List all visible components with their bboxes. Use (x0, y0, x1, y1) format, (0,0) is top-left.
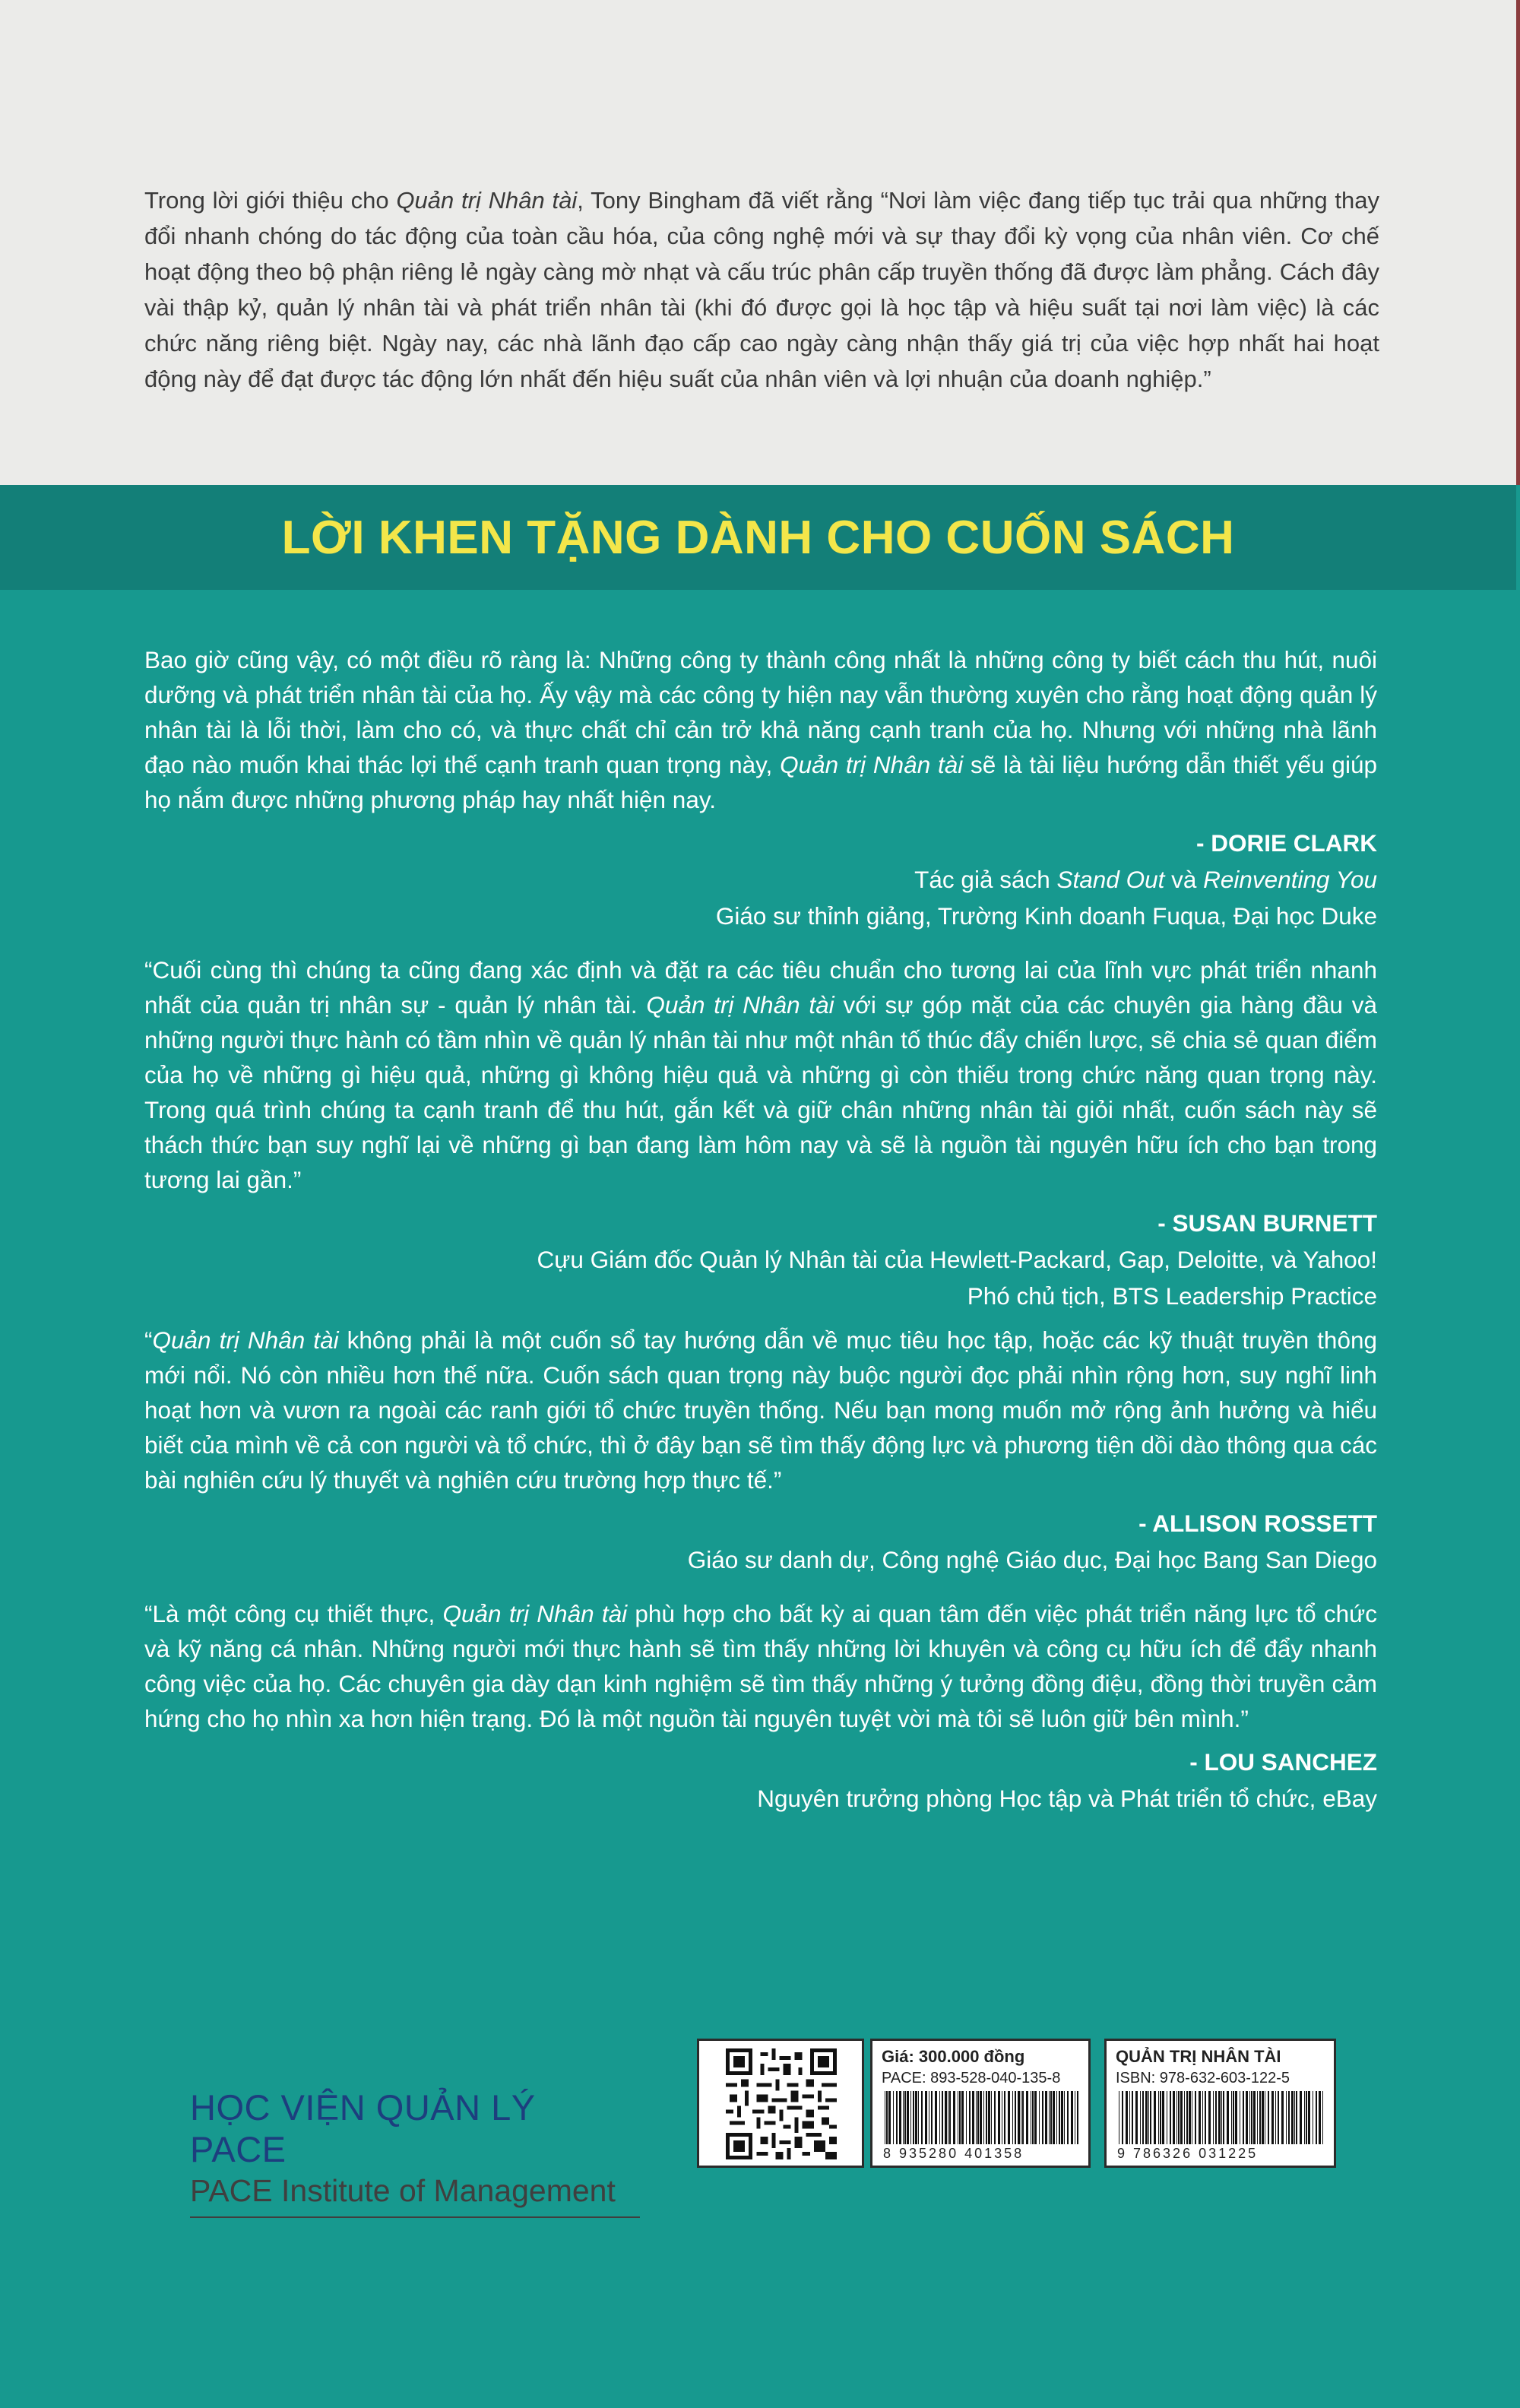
barcode-icon (883, 2091, 1082, 2144)
author-title: Nguyên trưởng phòng Học tập và Phát triển tổ chức, eBay (757, 1785, 1377, 1812)
review-author: - ALLISON ROSSETT (1138, 1510, 1377, 1537)
barcode-digits: 9 786326 031225 (1117, 2146, 1259, 2161)
author-title: Cựu Giám đốc Quản lý Nhân tài của Hewlett-Packard, Gap, Deloitte, và Yahoo! (537, 1246, 1377, 1273)
barcode-icon (1117, 2091, 1327, 2144)
intro-paragraph: Trong lời giới thiệu cho Quản trị Nhân tài, Tony Bingham đã viết rằng “Nơi làm việc đang tiếp tục trải qua những thay đổi nhanh chóng do tác động của toàn cầu hóa, của công nghệ mới và sự thay đổi kỳ vọng của nhân viên. Cơ chế hoạt động theo bộ phận riêng lẻ ngày càng mờ nhạt và cấu trúc phân cấp truyền thống đã được làm phẳng. Cách đây vài thập kỷ, quản lý nhân tài và phát triển nhân tài (khi đó được gọi là học tập và hiệu suất tại nơi làm việc) là các chức năng riêng biệt. Ngày nay, các nhà lãnh đạo cấp cao ngày càng nhận thấy giá trị của việc hợp nhất hai hoạt động này để đạt được tác động lớn nhất đến hiệu suất của nhân viên và lợi nhuận của doanh nghiệp.” (144, 187, 1379, 392)
qr-code-icon (707, 2048, 856, 2159)
publisher-logo (190, 2086, 640, 2218)
isbn-code: ISBN: 978-632-603-122-5 (1116, 2070, 1290, 2086)
author-title: Tác giả sách Stand Out và Reinventing You (914, 866, 1377, 893)
review-lou-sanchez (144, 1596, 1377, 1817)
praise-banner (0, 485, 1516, 590)
barcode-digits: 8 935280 401358 (883, 2146, 1024, 2161)
logo-underline (190, 2216, 640, 2218)
isbn-barcode-box (1104, 2039, 1336, 2168)
review-susan-burnett (144, 952, 1377, 1314)
review-attribution (144, 1205, 1377, 1314)
publisher-name-en: PACE Institute of Management (190, 2173, 616, 2208)
review-author: - LOU SANCHEZ (1189, 1748, 1377, 1776)
review-text: Bao giờ cũng vậy, có một điều rõ ràng là: Những công ty thành công nhất là những công ty biết cách thu hút, nuôi dưỡng và phát triển nhân tài của họ. Ấy vậy mà các công ty hiện nay vẫn thường xuyên cho rằng hoạt động quản lý nhân tài là lỗi thời, làm cho có, và thực chất chỉ cản trở khả năng cạnh tranh của họ. Nhưng với những nhà lãnh đạo nào muốn khai thác lợi thế cạnh tranh quan trọng này, Quản trị Nhân tài sẽ là tài liệu hướng dẫn thiết yếu giúp họ nắm được những phương pháp hay nhất hiện nay. (144, 646, 1377, 813)
author-title: Phó chủ tịch, BTS Leadership Practice (967, 1282, 1377, 1310)
review-text: “Cuối cùng thì chúng ta cũng đang xác định và đặt ra các tiêu chuẩn cho tương lai của lĩnh vực phát triển nhanh nhất của quản trị nhân sự - quản lý nhân tài. Quản trị Nhân tài với sự góp mặt của các chuyên gia hàng đầu và những người thực hành có tầm nhìn về quản lý nhân tài như một nhân tố thúc đẩy chiến lược, sẽ chia sẻ quan điểm của họ về những gì hiệu quả, những gì không hiệu quả và những gì còn thiếu trong chức năng quan trọng này. Trong quá trình chúng ta cạnh tranh để thu hút, gắn kết và giữ chân những nhân tài giỏi nhất, cuốn sách này sẽ thách thức bạn suy nghĩ lại về những gì bạn đang làm hôm nay và sẽ là nguồn tài nguyên hữu ích cho bạn trong tương lai gần.” (144, 956, 1377, 1193)
praise-heading: LỜI KHEN TẶNG DÀNH CHO CUỐN SÁCH (281, 511, 1235, 564)
review-attribution (144, 825, 1377, 934)
review-text: “Là một công cụ thiết thực, Quản trị Nhân tài phù hợp cho bất kỳ ai quan tâm đến việc phát triển năng lực tổ chức và kỹ năng cá nhân. Những người mới thực hành sẽ tìm thấy những lời khuyên và công cụ hữu ích để đẩy nhanh công việc của họ. Các chuyên gia dày dạn kinh nghiệm sẽ tìm thấy những ý tưởng đồng điệu, đồng thời truyền cảm hứng cho họ nhìn xa hơn hiện trạng. Đó là một nguồn tài nguyên tuyệt vời mà tôi sẽ luôn giữ bên mình.” (144, 1600, 1377, 1732)
review-author: - DORIE CLARK (1196, 829, 1377, 857)
review-dorie-clark (144, 642, 1377, 934)
publisher-name-vn: HỌC VIỆN QUẢN LÝ PACE (190, 2087, 536, 2169)
isbn-book-title: QUẢN TRỊ NHÂN TÀI (1116, 2047, 1281, 2066)
author-title: Giáo sư thỉnh giảng, Trường Kinh doanh Fuqua, Đại học Duke (715, 902, 1377, 930)
price-label: Giá: 300.000 đồng (882, 2047, 1025, 2066)
review-text: “Quản trị Nhân tài không phải là một cuốn sổ tay hướng dẫn về mục tiêu học tập, hoặc các kỹ thuật truyền thông mới nổi. Nó còn nhiều hơn thế nữa. Cuốn sách quan trọng này buộc người đọc phải nhìn rộng hơn, suy nghĩ linh hoạt hơn và vươn ra ngoài các ranh giới tổ chức truyền thống. Nếu bạn mong muốn mở rộng ảnh hưởng và hiểu biết của mình về cả con người và tổ chức, thì ở đây bạn sẽ tìm thấy động lực và phương tiện dồi dào thông qua các bài nghiên cứu lý thuyết và nghiên cứu trường hợp thực tế.” (144, 1326, 1377, 1494)
review-attribution (144, 1505, 1377, 1578)
qr-code-box (697, 2039, 864, 2168)
review-allison-rossett (144, 1323, 1377, 1578)
author-title: Giáo sư danh dự, Công nghệ Giáo dục, Đại học Bang San Diego (687, 1546, 1377, 1573)
review-author: - SUSAN BURNETT (1157, 1209, 1377, 1237)
pace-code: PACE: 893-528-040-135-8 (882, 2070, 1061, 2086)
review-attribution (144, 1744, 1377, 1817)
price-barcode-box (870, 2039, 1091, 2168)
